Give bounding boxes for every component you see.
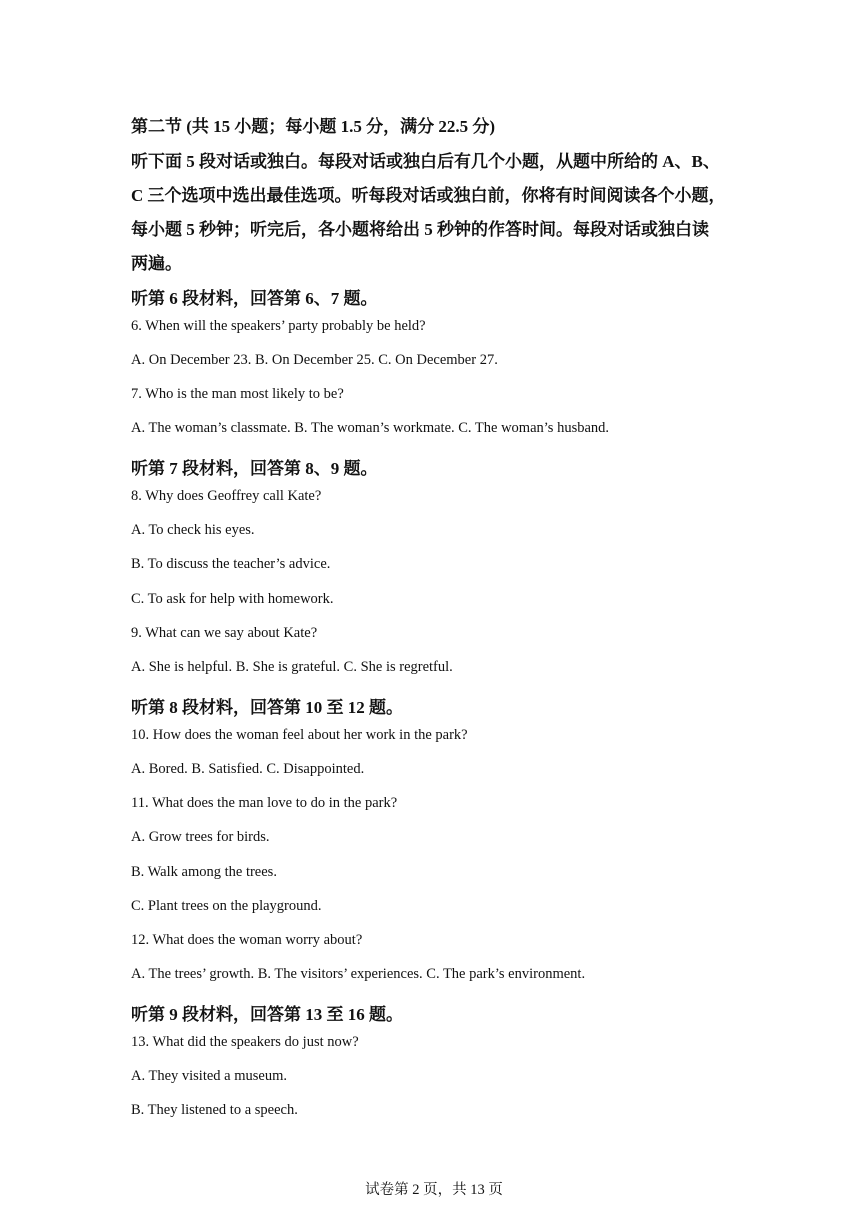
- group-heading: 听第 9 段材料，回答第 13 至 16 题。: [131, 1005, 403, 1024]
- question-8-option-b: B. To discuss the teacher’s advice.: [131, 556, 331, 572]
- group-heading: 听第 8 段材料，回答第 10 至 12 题。: [131, 698, 403, 717]
- question-12: 12. What does the woman worry about?: [131, 932, 363, 948]
- question-13: 13. What did the speakers do just now?: [131, 1034, 359, 1050]
- section-title: 第二节 (共 15 小题；每小题 1.5 分，满分 22.5 分): [131, 117, 496, 136]
- question-11-option-c: C. Plant trees on the playground.: [131, 898, 322, 914]
- question-11-option-a: A. Grow trees for birds.: [131, 829, 270, 845]
- question-6-options: A. On December 23. B. On December 25. C. On December 27.: [131, 352, 498, 368]
- question-7: 7. Who is the man most likely to be?: [131, 386, 344, 402]
- group-heading: 听第 7 段材料，回答第 8、9 题。: [131, 459, 378, 478]
- group-heading: 听第 6 段材料，回答第 6、7 题。: [131, 289, 378, 308]
- question-10: 10. How does the woman feel about her work in the park?: [131, 727, 468, 743]
- question-9-options: A. She is helpful. B. She is grateful. C. She is regretful.: [131, 659, 453, 675]
- question-11: 11. What does the man love to do in the park?: [131, 795, 398, 811]
- question-9: 9. What can we say about Kate?: [131, 625, 318, 641]
- instruction-line-3: 每小题 5 秒钟；听完后，各小题将给出 5 秒钟的作答时间。每段对话或独白读: [131, 220, 709, 239]
- question-12-options: A. The trees’ growth. B. The visitors’ experiences. C. The park’s environment.: [131, 966, 586, 982]
- question-11-option-b: B. Walk among the trees.: [131, 864, 277, 880]
- question-10-options: A. Bored. B. Satisfied. C. Disappointed.: [131, 761, 365, 777]
- instruction-line-1: 听下面 5 段对话或独白。每段对话或独白后有几个小题，从题中所给的 A、B、: [131, 152, 720, 171]
- question-13-option-b: B. They listened to a speech.: [131, 1102, 298, 1118]
- question-8: 8. Why does Geoffrey call Kate?: [131, 488, 322, 504]
- question-8-option-a: A. To check his eyes.: [131, 522, 255, 538]
- page-footer: 试卷第 2 页，共 13 页: [365, 1182, 503, 1198]
- question-13-option-a: A. They visited a museum.: [131, 1068, 287, 1084]
- instruction-line-4: 两遍。: [131, 254, 182, 273]
- question-8-option-c: C. To ask for help with homework.: [131, 591, 334, 607]
- instruction-line-2: C 三个选项中选出最佳选项。听每段对话或独白前，你将有时间阅读各个小题，: [131, 186, 726, 205]
- question-6: 6. When will the speakers’ party probably be held?: [131, 318, 426, 334]
- question-7-options: A. The woman’s classmate. B. The woman’s workmate. C. The woman’s husband.: [131, 420, 610, 436]
